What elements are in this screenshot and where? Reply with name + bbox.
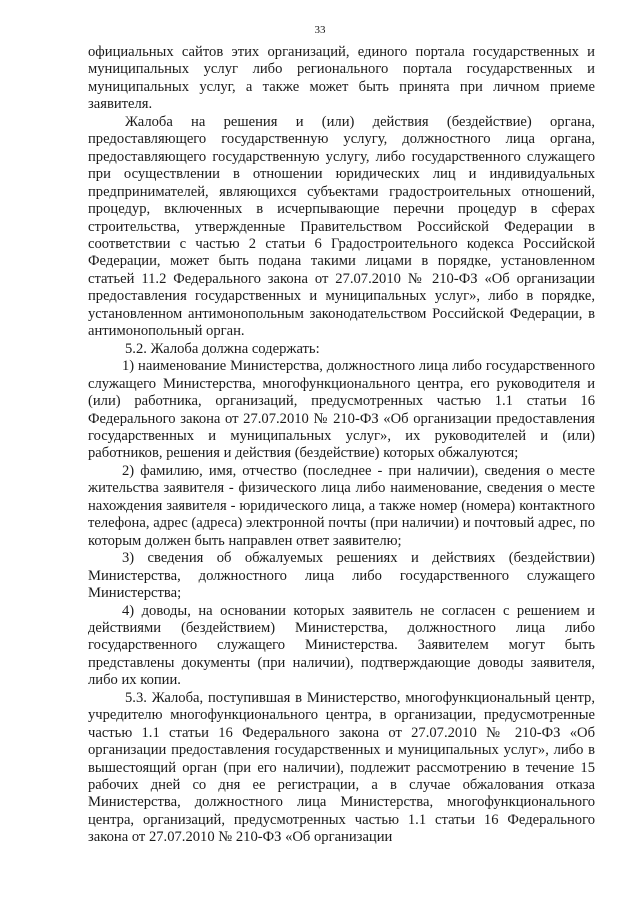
page-number: 33: [314, 24, 326, 36]
list-item-2: 2) фамилию, имя, отчество (последнее - при наличии), сведения о месте жительства заявителя - физического лица либо наименование, сведения о месте нахождения заявителя - юридического лица, а также номер (номера) контактного телефона, адрес (адреса) электронной почты (при наличии) и почтовый адрес, по которым должен быть направлен ответ заявителю;: [88, 462, 595, 549]
list-item-4: 4) доводы, на основании которых заявитель не согласен с решением и действиями (бездействием) Министерства, должностного лица либо государственного служащего Министерства. Заявителем могут быть представлены документы (при наличии), подтверждающие доводы заявителя, либо их копии.: [88, 602, 595, 689]
paragraph-section-5-3: 5.3. Жалоба, поступившая в Министерство, многофункциональный центр, учредителю многофункционального центра, в организации, предусмотренные частью 1.1 статьи 16 Федерального закона от 27.07.2010 № 210-ФЗ «Об организации предоставления государственных и муниципальных услуг», либо в вышестоящий орган (при его наличии), подлежит рассмотрению в течение 15 рабочих дней со дня ее регистрации, а в случае обжалования отказа Министерства, должностного лица Министерства, многофункционального центра, организаций, предусмотренных частью 1.1 статьи 16 Федерального закона от 27.07.2010 № 210-ФЗ «Об организации: [88, 689, 595, 846]
paragraph-section-5-2-heading: 5.2. Жалоба должна содержать:: [125, 340, 320, 357]
paragraph-continuation: официальных сайтов этих организаций, единого портала государственных и муниципальных услуг либо регионального портала государственных и муниципальных услуг, а также может быть принята при личном приеме заявителя.: [88, 44, 595, 113]
paragraph-complaint-urban-planning: Жалоба на решения и (или) действия (бездействие) органа, предоставляющего государственную услугу, должностного лица органа, предоставляющего государственную услугу, либо государственного служащего при осуществлении в отношении юридических лиц и индивидуальных предпринимателей, являющихся субъектами градостроительных отношений, процедур, включенных в исчерпывающие перечни процедур в сферах строительства, утвержденные Правительством Российской Федерации в соответствии с частью 2 статьи 6 Градостроительного кодекса Российской Федерации, может быть подана такими лицами в порядке, установленном статьей 11.2 Федерального закона от 27.07.2010 № 210-ФЗ «Об организации предоставления государственных и муниципальных услуг», либо в порядке, установленном антимонопольным законодательством Российской Федерации, в антимонопольный орган.: [88, 113, 595, 340]
list-item-3: 3) сведения об обжалуемых решениях и действиях (бездействии) Министерства, должностного лица либо государственного служащего Министерства;: [88, 550, 595, 602]
list-item-1: 1) наименование Министерства, должностного лица либо государственного служащего Министерства, многофункционального центра, его руководителя и (или) работника, организаций, предусмотренных частью 1.1 статьи 16 Федерального закона от 27.07.2010 № 210-ФЗ «Об организации предоставления государственных и муниципальных услуг», их руководителей и (или) работников, решения и действия (бездействие) которых обжалуются;: [88, 358, 595, 462]
document-body: [88, 44, 595, 847]
